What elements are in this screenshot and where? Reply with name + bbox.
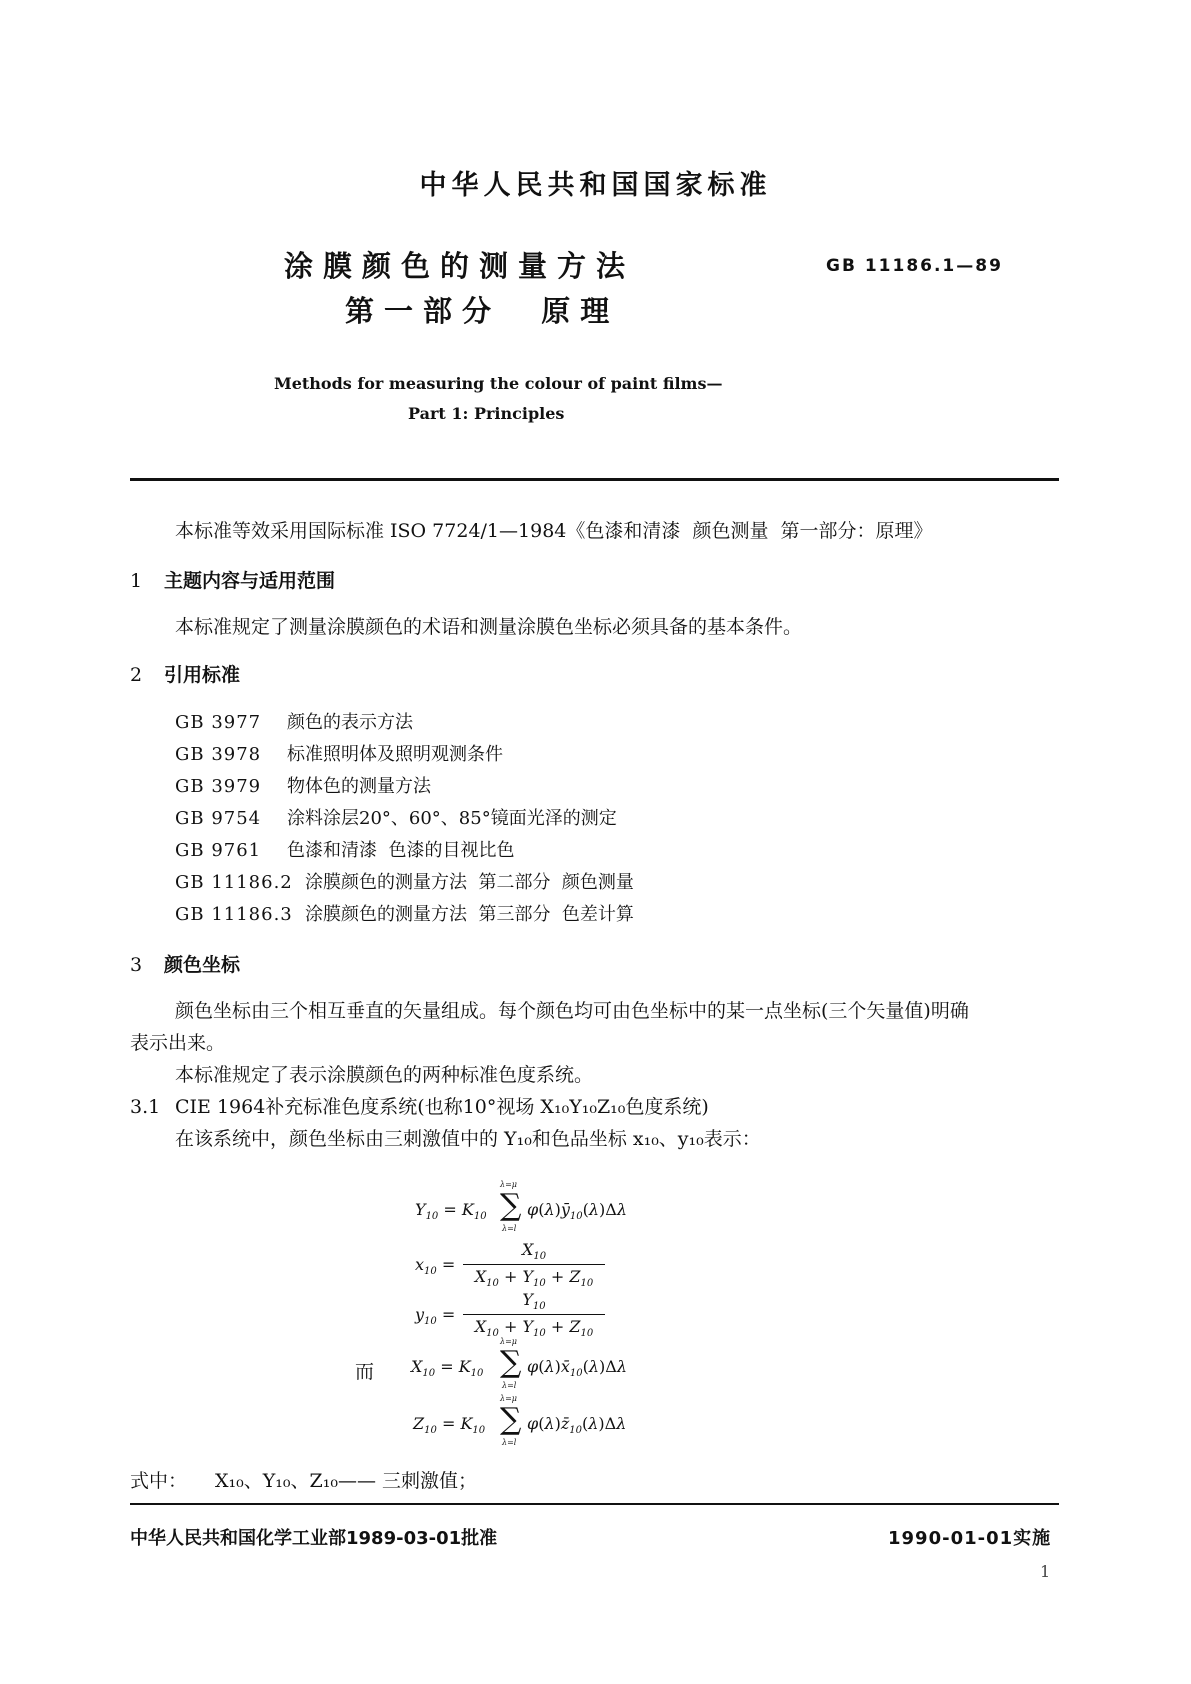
page-number: 1 [1040, 1562, 1051, 1581]
section-number: 3.1 [130, 1096, 161, 1118]
intro-text: 本标准等效采用国际标准 ISO 7724/1—1984《色漆和清漆 颜色测量 第一部分：原理》 [175, 520, 933, 542]
section-title: 引用标准 [164, 664, 241, 686]
section-title: 主题内容与适用范围 [164, 570, 336, 592]
reference-title: 物体色的测量方法 [287, 776, 431, 797]
reference-item [175, 740, 503, 766]
reference-title: 涂膜颜色的测量方法 第二部分 颜色测量 [305, 872, 634, 893]
section-title: CIE 1964补充标准色度系统(也称10°视场 X₁₀Y₁₀Z₁₀色度系统) [175, 1096, 709, 1118]
title-cn-line1: 涂膜颜色的测量方法 [284, 249, 636, 283]
section-3-paragraph-2: 本标准规定了表示涂膜颜色的两种标准色度系统。 [175, 1064, 594, 1086]
section-1-heading [130, 566, 335, 593]
reference-title: 色漆和清漆 色漆的目视比色 [287, 840, 515, 861]
reference-item [175, 836, 514, 862]
reference-item [175, 772, 431, 798]
title-cn-line2: 第一部分 原理 [345, 294, 620, 328]
section-number: 3 [130, 954, 143, 976]
where-text: X₁₀、Y₁₀、Z₁₀—— 三刺激值； [215, 1470, 478, 1492]
section-3-paragraph-1: 颜色坐标由三个相互垂直的矢量组成。每个颜色均可由色坐标中的某一点坐标(三个矢量值)明确 [175, 1000, 969, 1022]
reference-code: GB 11186.2 [175, 872, 293, 893]
section-3-heading [130, 950, 240, 977]
section-2-heading [130, 660, 240, 687]
reference-item [175, 900, 634, 926]
reference-title: 颜色的表示方法 [287, 712, 413, 733]
header-rule [130, 478, 1059, 481]
footer-rule [130, 1503, 1059, 1505]
reference-code: GB 3979 [175, 776, 262, 797]
title-en-line2: Part 1: Principles [408, 404, 565, 423]
reference-code: GB 3977 [175, 712, 262, 733]
approval-text: 中华人民共和国化学工业部1989-03-01批准 [130, 1528, 498, 1549]
reference-item [175, 868, 634, 894]
reference-title: 涂料涂层20°、60°、85°镜面光泽的测定 [287, 808, 617, 829]
reference-code: GB 3978 [175, 744, 262, 765]
reference-code: GB 11186.3 [175, 904, 293, 925]
reference-item [175, 804, 617, 830]
section-number: 2 [130, 664, 143, 686]
where-label: 式中： [130, 1470, 188, 1492]
section-3-paragraph-1-cont: 表示出来。 [130, 1032, 226, 1054]
reference-code: GB 9761 [175, 840, 262, 861]
equation-connector: 而 [355, 1361, 375, 1383]
section-number: 1 [130, 570, 143, 592]
section-title: 颜色坐标 [164, 954, 241, 976]
reference-title: 标准照明体及照明观测条件 [287, 744, 503, 765]
standard-number: GB 11186.1—89 [826, 256, 1003, 276]
reference-code: GB 9754 [175, 808, 262, 829]
section-1-text: 本标准规定了测量涂膜颜色的术语和测量涂膜色坐标必须具备的基本条件。 [175, 616, 803, 638]
reference-title: 涂膜颜色的测量方法 第三部分 色差计算 [305, 904, 634, 925]
reference-item [175, 708, 413, 734]
section-3-1-text: 在该系统中，颜色坐标由三刺激值中的 Y₁₀和色品坐标 x₁₀、y₁₀表示： [175, 1128, 761, 1150]
effective-date: 1990-01-01实施 [888, 1528, 1052, 1549]
standard-body-title: 中华人民共和国国家标准 [419, 170, 772, 201]
title-en-line1: Methods for measuring the colour of paint films— [274, 374, 723, 393]
section-3-1-heading [130, 1092, 709, 1119]
